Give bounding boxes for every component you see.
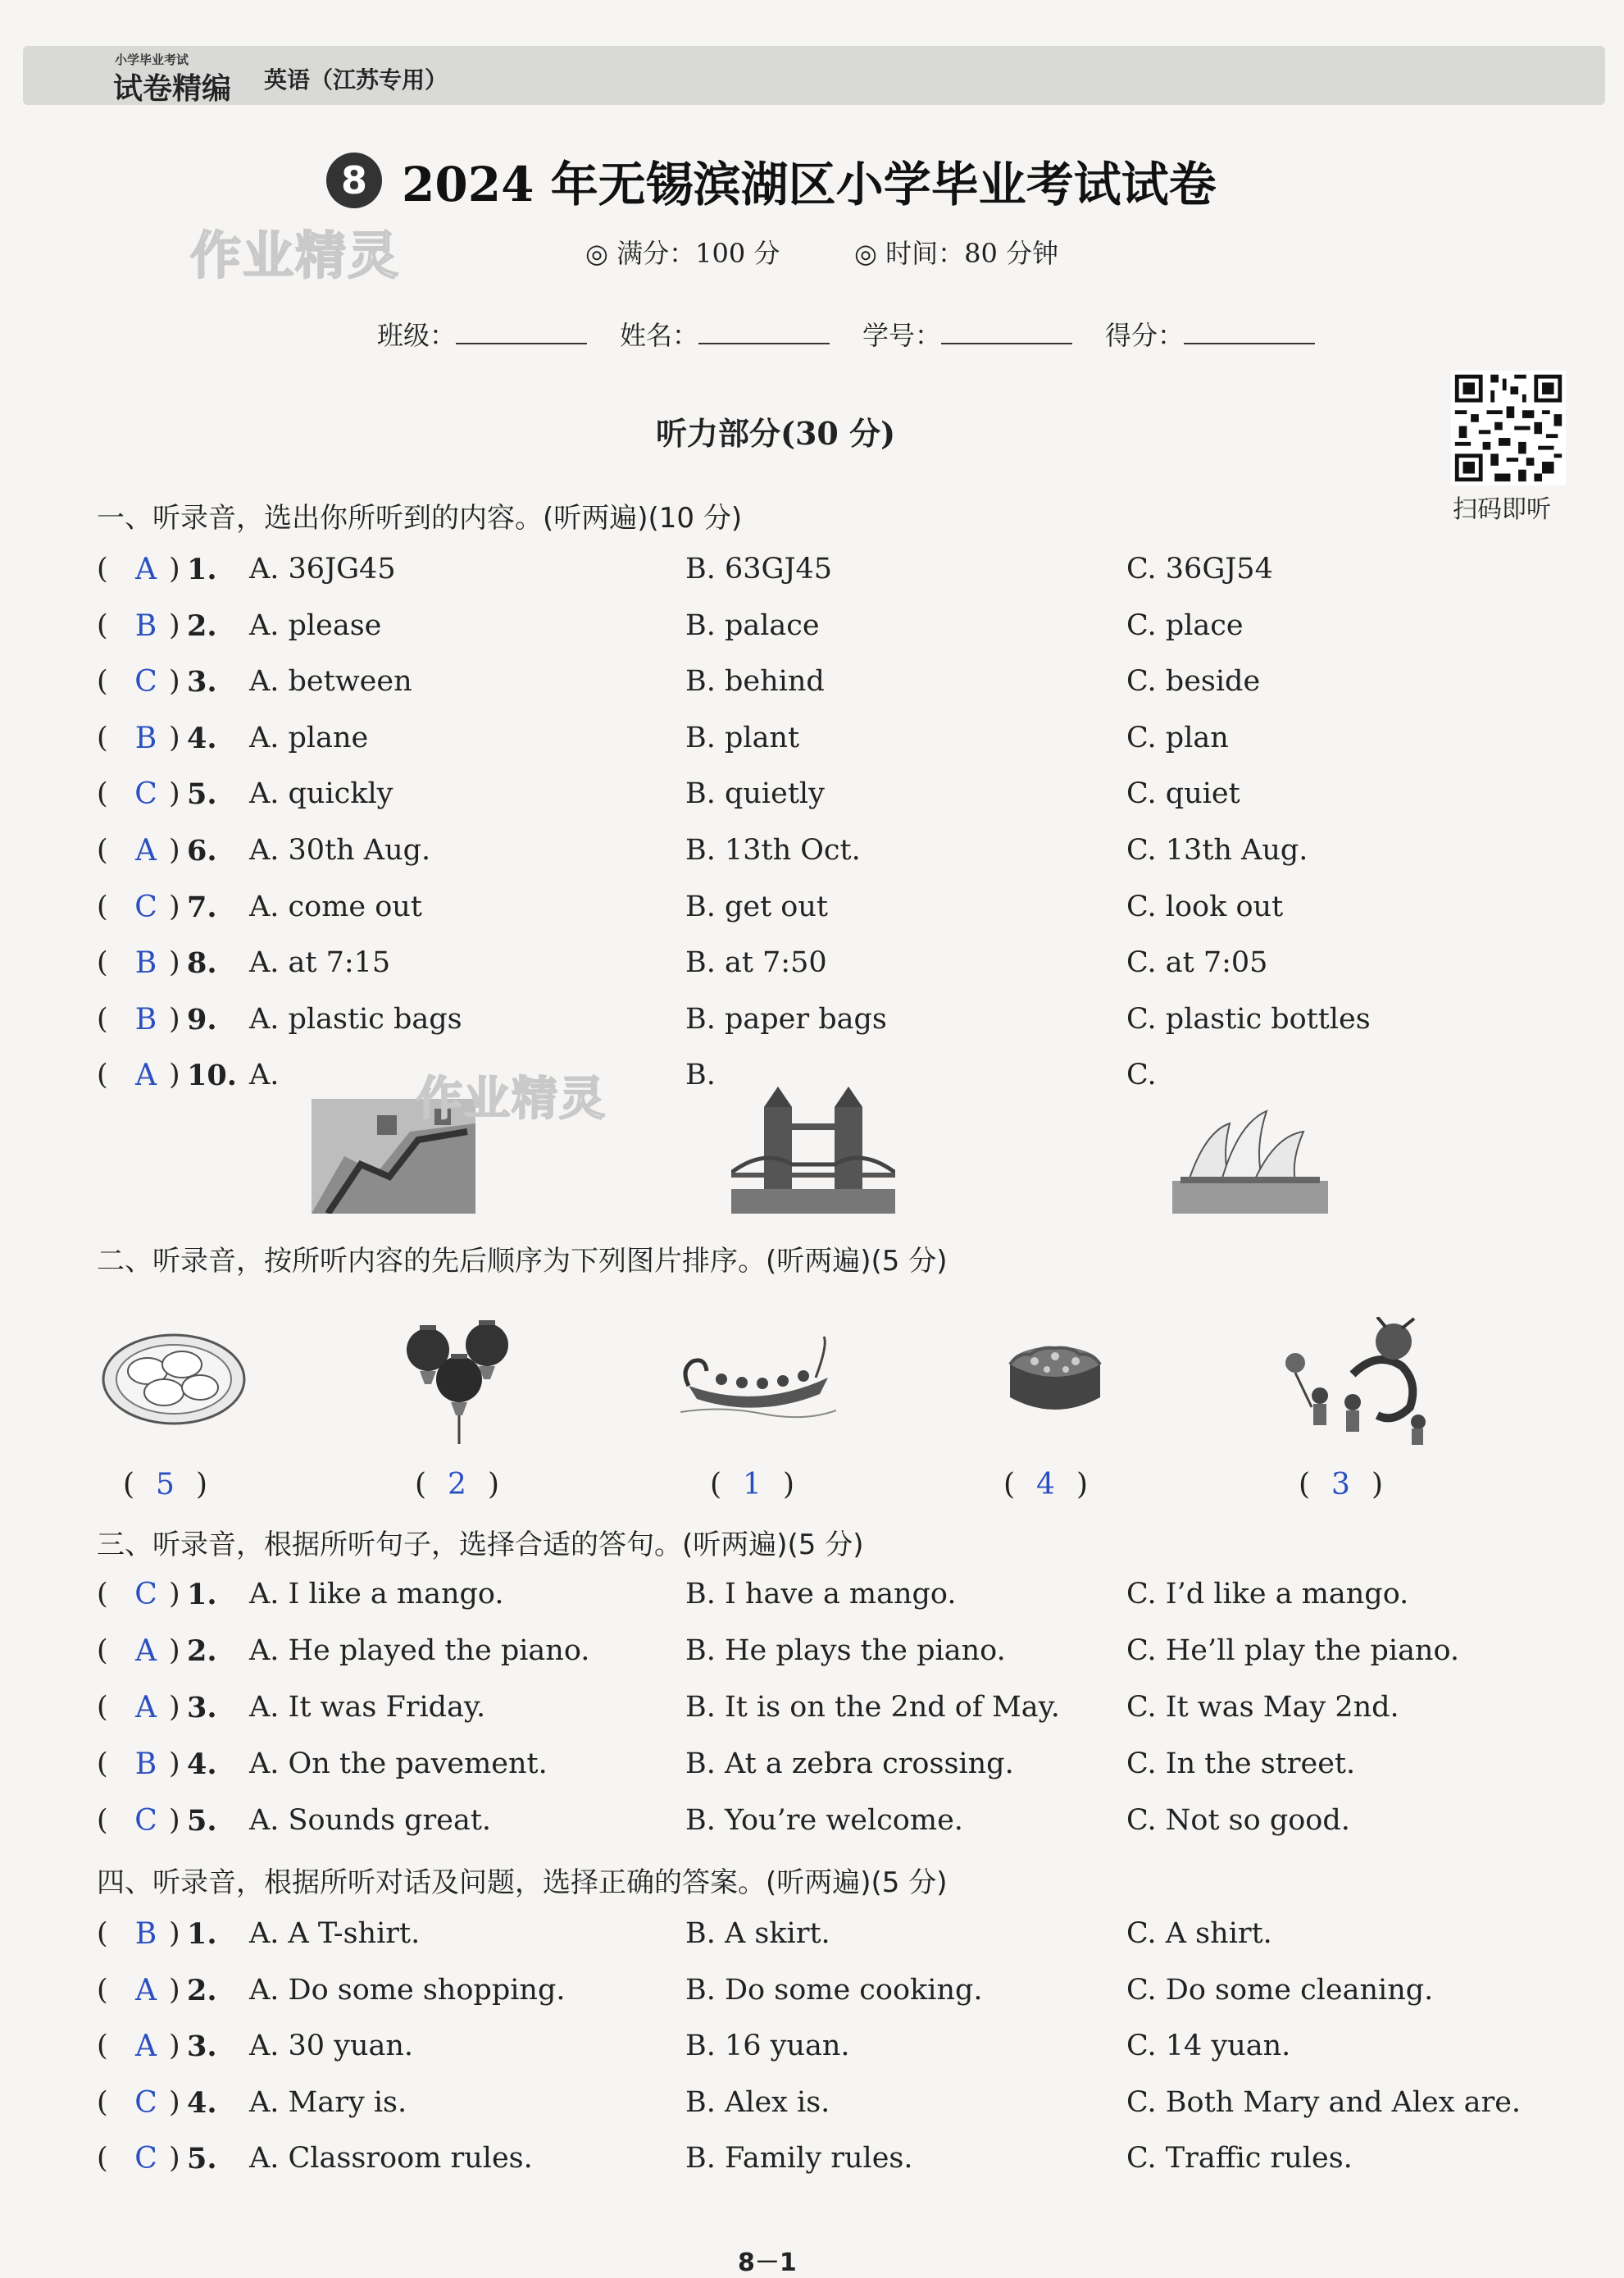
order-answer-1[interactable]: ( 5 ) xyxy=(123,1468,207,1501)
open-paren: ( xyxy=(97,2030,108,2062)
option-b: B. Do some cooking. xyxy=(685,1973,983,2007)
option-c: C. xyxy=(1126,1059,1157,1092)
option-b: B. He plays the piano. xyxy=(685,1634,1006,1667)
section1-question-6 xyxy=(97,834,1572,875)
open-paren: ( xyxy=(97,1973,108,2007)
answer-choice[interactable]: C xyxy=(134,1578,157,1611)
option-a: A. He played the piano. xyxy=(249,1634,590,1667)
option-c: C. Both Mary and Alex are. xyxy=(1126,2085,1522,2119)
option-c: C. quiet xyxy=(1126,777,1240,811)
answer-choice[interactable]: C xyxy=(134,890,157,924)
order-value[interactable]: 4 xyxy=(1036,1468,1055,1501)
exam-time: ◎ 时间：80 分钟 xyxy=(854,238,1058,269)
open-paren: ( xyxy=(97,665,108,699)
option-b: B. quietly xyxy=(685,777,825,811)
answer-choice[interactable]: A xyxy=(135,1691,157,1724)
answer-choice[interactable]: A xyxy=(135,553,157,586)
option-a: A. plastic bags xyxy=(249,1002,462,1036)
option-b: B. palace xyxy=(685,608,820,642)
student-info-fields xyxy=(377,315,1295,353)
dumplings-icon xyxy=(100,1328,248,1427)
answer-choice[interactable]: B xyxy=(134,608,157,643)
option-b: B. At a zebra crossing. xyxy=(685,1747,1014,1780)
option-a: A. I like a mango. xyxy=(249,1578,504,1611)
option-c: C. Not so good. xyxy=(1126,1804,1350,1837)
close-paren: ) xyxy=(169,1917,180,1950)
option-b: B. You’re welcome. xyxy=(685,1804,963,1837)
section4-title: 四、听录音，根据所听对话及问题，选择正确的答案。(听两遍)(5 分) xyxy=(97,1866,948,1899)
option-c: C. Traffic rules. xyxy=(1126,2142,1353,2175)
close-paren: ) xyxy=(169,2030,180,2062)
option-c: C. plan xyxy=(1126,721,1229,754)
question-number: 2. xyxy=(187,608,217,643)
open-paren: ( xyxy=(97,777,108,811)
watermark: 作业精灵 xyxy=(190,226,401,285)
option-a: A. please xyxy=(249,608,382,642)
answer-choice[interactable]: A xyxy=(135,1973,157,2007)
section1-question-4 xyxy=(97,722,1572,763)
page-title: 2024 年无锡滨湖区小学毕业考试试卷 xyxy=(402,157,1217,212)
option-a: A. at 7:15 xyxy=(249,946,391,980)
question-number: 4. xyxy=(187,1747,217,1781)
section1-question-9 xyxy=(97,1003,1572,1044)
question-number: 6. xyxy=(187,834,217,868)
option-a: A. On the pavement. xyxy=(249,1747,548,1780)
score-field[interactable]: 得分： xyxy=(1105,315,1315,353)
option-c: C. I’d like a mango. xyxy=(1126,1578,1409,1611)
open-paren: ( xyxy=(97,553,108,585)
open-paren: ( xyxy=(97,2142,108,2175)
close-paren: ) xyxy=(169,2085,180,2119)
answer-choice[interactable]: B xyxy=(134,721,157,755)
section1-title: 一、听录音，选出你所听到的内容。(听两遍)(10 分) xyxy=(97,502,743,535)
answer-choice[interactable]: B xyxy=(134,946,157,981)
section4-question-2 xyxy=(97,1974,1572,2015)
option-c: C. place xyxy=(1126,608,1244,642)
option-c: C. He’ll play the piano. xyxy=(1126,1634,1460,1667)
qr-label: 扫码即听 xyxy=(1453,495,1551,524)
option-b: B. xyxy=(685,1059,716,1092)
question-number: 5. xyxy=(187,2142,217,2175)
open-paren: ( xyxy=(97,1747,108,1780)
close-paren: ) xyxy=(169,946,180,980)
option-c: C. 36GJ54 xyxy=(1126,553,1273,585)
answer-choice[interactable]: C xyxy=(134,2085,157,2120)
section4-question-3 xyxy=(97,2030,1572,2071)
section1-question-5 xyxy=(97,777,1572,818)
option-a: A. Classroom rules. xyxy=(249,2142,533,2175)
option-b: B. paper bags xyxy=(685,1002,887,1036)
option-a: A. Sounds great. xyxy=(249,1804,492,1837)
open-paren: ( xyxy=(97,946,108,980)
close-paren: ) xyxy=(169,1804,180,1837)
section1-question-3 xyxy=(97,665,1572,706)
dragon-boat-icon xyxy=(680,1320,836,1427)
option-b: B. Family rules. xyxy=(685,2142,913,2175)
close-paren: ) xyxy=(169,665,180,699)
open-paren: ( xyxy=(97,1917,108,1950)
section4-question-4 xyxy=(97,2086,1572,2127)
section3-question-3 xyxy=(97,1691,1572,1732)
part-title: 听力部分(30 分) xyxy=(656,415,896,452)
option-a: A. plane xyxy=(249,721,369,754)
page-number: 8－1 xyxy=(738,2248,797,2277)
close-paren: ) xyxy=(169,2142,180,2175)
question-number: 4. xyxy=(187,2085,217,2120)
close-paren: ) xyxy=(169,1634,180,1667)
paper-number-badge: 8 xyxy=(326,153,382,208)
option-a: A. Do some shopping. xyxy=(249,1973,566,2007)
close-paren: ) xyxy=(169,1973,180,2007)
section3-title: 三、听录音，根据所听句子，选择合适的答句。(听两遍)(5 分) xyxy=(97,1529,864,1561)
close-paren: ) xyxy=(169,1578,180,1611)
answer-choice[interactable]: B xyxy=(134,1917,157,1951)
name-field[interactable]: 姓名： xyxy=(620,315,830,353)
open-paren: ( xyxy=(97,1578,108,1611)
answer-choice[interactable]: A xyxy=(135,1634,157,1668)
open-paren: ( xyxy=(97,1002,108,1036)
open-paren: ( xyxy=(97,890,108,923)
question-number: 2. xyxy=(187,1973,217,2007)
close-paren: ) xyxy=(169,1691,180,1724)
option-c: C. 13th Aug. xyxy=(1126,834,1308,867)
open-paren: ( xyxy=(97,721,108,754)
option-c: C. A shirt. xyxy=(1126,1917,1272,1950)
order-answer-2[interactable]: ( 2 ) xyxy=(415,1468,499,1501)
close-paren: ) xyxy=(169,890,180,923)
close-paren: ) xyxy=(169,553,180,585)
section3-question-1 xyxy=(97,1578,1572,1619)
option-b: B. It is on the 2nd of May. xyxy=(685,1691,1060,1724)
section1-question-8 xyxy=(97,946,1572,987)
section3-question-4 xyxy=(97,1747,1572,1788)
option-b: B. behind xyxy=(685,665,825,699)
close-paren: ) xyxy=(169,1002,180,1036)
order-value[interactable]: 1 xyxy=(743,1468,762,1501)
full-marks: ◎ 满分：100 分 xyxy=(585,238,780,269)
option-a: A. 30th Aug. xyxy=(249,834,431,867)
option-a: A. It was Friday. xyxy=(249,1691,486,1724)
close-paren: ) xyxy=(169,1747,180,1780)
question-number: 7. xyxy=(187,890,217,924)
option-b: B. plant xyxy=(685,721,800,754)
option-a: A. quickly xyxy=(249,777,393,811)
header-band xyxy=(23,46,1605,105)
option-a: A. between xyxy=(249,665,412,699)
close-paren: ) xyxy=(169,834,180,867)
answer-choice[interactable]: A xyxy=(135,2030,157,2063)
tower-bridge-icon xyxy=(731,1082,895,1214)
answer-choice[interactable]: C xyxy=(134,2142,157,2175)
question-number: 3. xyxy=(187,1691,217,1724)
order-value[interactable]: 5 xyxy=(156,1468,175,1501)
option-b: B. get out xyxy=(685,890,828,923)
option-a: A. come out xyxy=(249,890,422,923)
open-paren: ( xyxy=(97,608,108,642)
order-answer-4[interactable]: ( 4 ) xyxy=(1003,1468,1088,1501)
open-paren: ( xyxy=(97,1059,108,1092)
option-a: A. Mary is. xyxy=(249,2085,407,2119)
question-number: 10. xyxy=(187,1059,237,1093)
order-answer-3[interactable]: ( 1 ) xyxy=(710,1468,794,1501)
close-paren: ) xyxy=(169,608,180,642)
subject-label: 英语（江苏专用） xyxy=(264,66,448,93)
option-c: C. It was May 2nd. xyxy=(1126,1691,1399,1724)
close-paren: ) xyxy=(169,777,180,811)
close-paren: ) xyxy=(169,1059,180,1092)
cake-icon xyxy=(1002,1332,1108,1430)
option-b: B. 63GJ45 xyxy=(685,553,833,585)
student-id-field[interactable]: 学号： xyxy=(862,315,1072,353)
answer-choice[interactable]: B xyxy=(134,1002,157,1036)
option-b: B. Alex is. xyxy=(685,2085,830,2119)
section4-question-5 xyxy=(97,2142,1572,2183)
option-c: C. Do some cleaning. xyxy=(1126,1973,1434,2007)
option-b: B. I have a mango. xyxy=(685,1578,957,1611)
option-c: C. beside xyxy=(1126,665,1261,699)
section1-question-7 xyxy=(97,891,1572,932)
option-b: B. A skirt. xyxy=(685,1917,830,1950)
option-a: A. 30 yuan. xyxy=(249,2030,414,2062)
answer-choice[interactable]: A xyxy=(135,834,157,868)
option-a: A. 36JG45 xyxy=(249,553,396,585)
answer-choice[interactable]: B xyxy=(134,1747,157,1781)
order-answer-5[interactable]: ( 3 ) xyxy=(1299,1468,1383,1501)
qr-code-icon[interactable] xyxy=(1451,371,1566,485)
order-value[interactable]: 2 xyxy=(448,1468,466,1501)
section1-question-2 xyxy=(97,609,1572,650)
section1-question-1 xyxy=(97,553,1572,594)
question-number: 5. xyxy=(187,1804,217,1838)
option-b: B. 16 yuan. xyxy=(685,2030,850,2062)
question-number: 4. xyxy=(187,721,217,755)
open-paren: ( xyxy=(97,834,108,867)
option-c: C. look out xyxy=(1126,890,1284,923)
section4-question-1 xyxy=(97,1917,1572,1958)
open-paren: ( xyxy=(97,1634,108,1667)
order-value[interactable]: 3 xyxy=(1331,1468,1350,1501)
answer-choice[interactable]: C xyxy=(134,777,157,812)
opera-house-icon xyxy=(1172,1099,1328,1214)
question-number: 3. xyxy=(187,2030,217,2063)
answer-choice[interactable]: C xyxy=(134,665,157,699)
question-number: 9. xyxy=(187,1002,217,1036)
lanterns-icon xyxy=(395,1309,526,1448)
answer-choice[interactable]: A xyxy=(135,1059,157,1093)
question-number: 2. xyxy=(187,1634,217,1668)
section3-question-2 xyxy=(97,1634,1572,1675)
question-number: 1. xyxy=(187,1578,217,1611)
option-b: B. 13th Oct. xyxy=(685,834,861,867)
dragon-dance-icon xyxy=(1279,1317,1435,1448)
question-number: 1. xyxy=(187,1917,217,1951)
close-paren: ) xyxy=(169,721,180,754)
option-a: A. A T-shirt. xyxy=(249,1917,421,1950)
option-c: C. at 7:05 xyxy=(1126,946,1268,980)
question-number: 1. xyxy=(187,553,217,586)
watermark-2: 作业精灵 xyxy=(416,1073,607,1126)
question-number: 3. xyxy=(187,665,217,699)
option-b: B. at 7:50 xyxy=(685,946,827,980)
answer-choice[interactable]: C xyxy=(134,1804,157,1838)
series-title: 试卷精编 xyxy=(113,71,232,106)
option-a: A. xyxy=(249,1059,280,1092)
open-paren: ( xyxy=(97,1691,108,1724)
class-field[interactable]: 班级： xyxy=(377,315,587,353)
option-c: C. In the street. xyxy=(1126,1747,1356,1780)
open-paren: ( xyxy=(97,1804,108,1837)
open-paren: ( xyxy=(97,2085,108,2119)
section2-title: 二、听录音，按所听内容的先后顺序为下列图片排序。(听两遍)(5 分) xyxy=(97,1245,948,1278)
option-c: C. plastic bottles xyxy=(1126,1002,1371,1036)
question-number: 5. xyxy=(187,777,217,812)
question-number: 8. xyxy=(187,946,217,981)
option-c: C. 14 yuan. xyxy=(1126,2030,1291,2062)
series-subtitle: 小学毕业考试 xyxy=(115,52,189,67)
section3-question-5 xyxy=(97,1804,1572,1845)
